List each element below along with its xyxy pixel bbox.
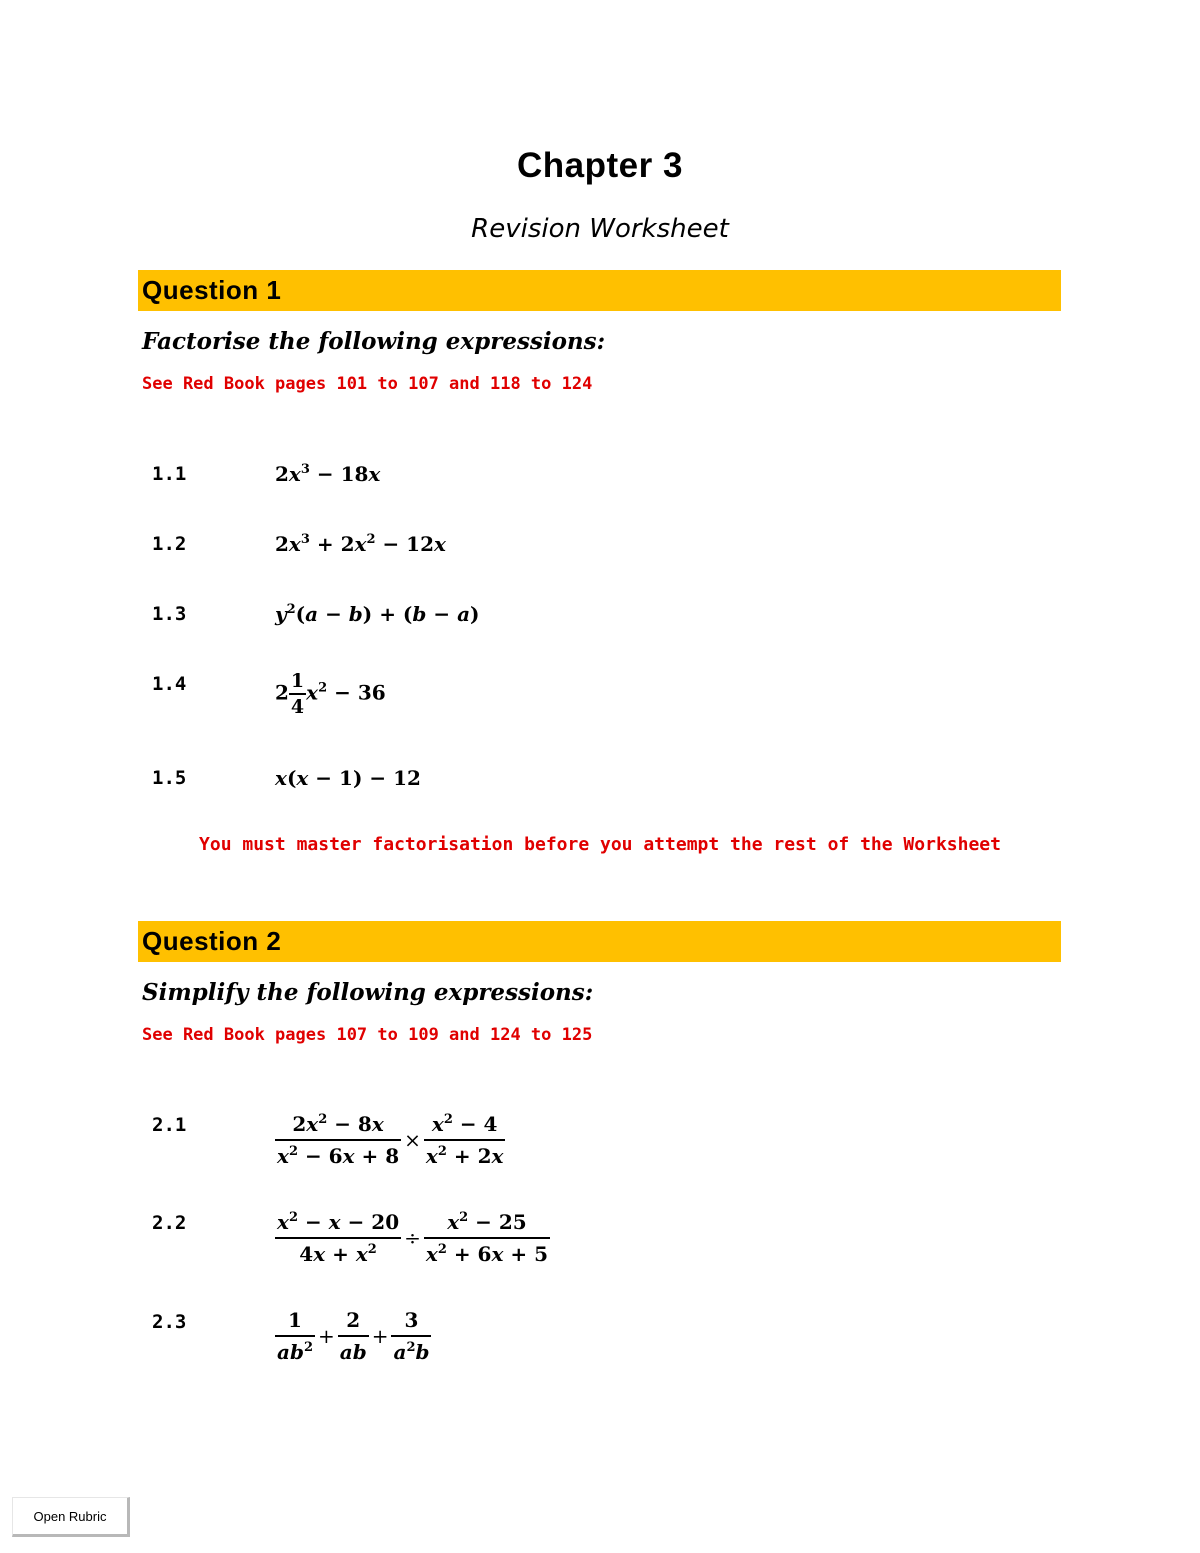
page-title: Chapter 3 <box>517 146 683 185</box>
expression-1-2: $2x^3 + 2x^2 - 12x$ <box>275 532 446 556</box>
question-2-header <box>138 921 1061 962</box>
factorisation-note: You must master factorisation before you attempt the rest of the Worksheet <box>199 834 1001 855</box>
question-1-instruction: Factorise the following expressions: <box>142 328 606 355</box>
item-number: 1.1 <box>152 463 187 485</box>
question-2-reference: See Red Book pages 107 to 109 and 124 to 125 <box>142 1025 593 1045</box>
item-number: 2.3 <box>152 1311 187 1333</box>
question-1-header <box>138 270 1061 311</box>
item-number: 2.2 <box>152 1212 187 1234</box>
expression-1-1: $2x^3 - 18x$ <box>275 462 381 486</box>
expression-2-2: $\frac{x^2 - x - 20}{4x + x^2}$ ÷ $\frac{x^2 - 25}{x^2 + 6x + 5}$ <box>277 1210 549 1266</box>
item-number: 1.4 <box>152 673 187 695</box>
page-subtitle: Revision Worksheet <box>471 214 729 244</box>
expression-2-1: $\frac{2x^2 - 8x}{x^2 - 6x + 8}$ × $\frac{x^2 - 4}{x^2 + 2x}$ <box>277 1112 504 1168</box>
open-rubric-button[interactable]: Open Rubric <box>12 1497 130 1537</box>
item-number: 1.3 <box>152 603 187 625</box>
item-number: 1.5 <box>152 767 187 789</box>
question-2-instruction: Simplify the following expressions: <box>142 979 594 1006</box>
expression-1-5: x(x − 1) − 12 <box>275 766 421 790</box>
question-1-heading: Question 1 <box>142 275 282 305</box>
expression-2-3: $\frac{1}{ab^2}$ + $\frac{2}{ab}$ + $\frac{3}{a^2b}$ <box>277 1308 430 1364</box>
expression-1-3: $y^2(a - b) + (b - a)$ <box>275 602 480 626</box>
expression-1-4: 2 $\frac{1}{4}$ $x^2 - 36$ <box>275 670 386 718</box>
question-1-reference: See Red Book pages 101 to 107 and 118 to 124 <box>142 374 593 394</box>
question-2-heading: Question 2 <box>142 926 282 956</box>
item-number: 1.2 <box>152 533 187 555</box>
item-number: 2.1 <box>152 1114 187 1136</box>
